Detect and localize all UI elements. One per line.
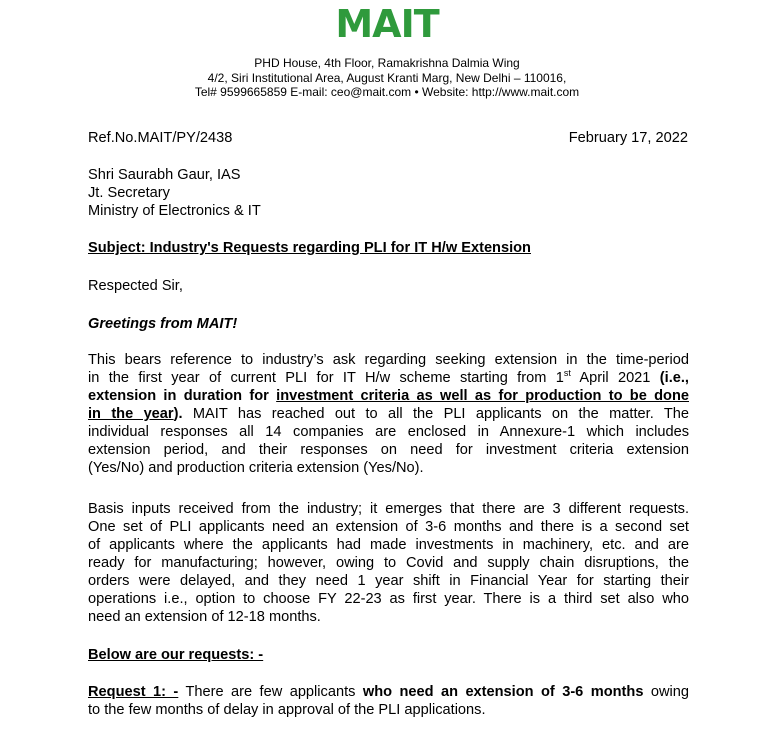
paragraph-1 bbox=[88, 351, 689, 477]
paragraph-2 bbox=[88, 500, 689, 626]
requests-heading bbox=[88, 646, 263, 664]
para2-line: operations i.e., option to choose FY 22-23 as first year. There is a third set also who bbox=[88, 591, 689, 607]
recipient-line: Ministry of Electronics & IT bbox=[88, 203, 261, 219]
para2-line: of applicants where the applicants had made investments in machinery, etc. and are bbox=[88, 537, 689, 553]
letter-date: February 17, 2022 bbox=[568, 130, 688, 146]
para1-line: in the first year of current PLI for IT H/w scheme starting from 1st April 2021 (i.e., bbox=[88, 368, 689, 386]
para2-line: orders were delayed, and they need 1 year shift in Financial Year for starting their bbox=[88, 573, 689, 589]
mait-logo bbox=[0, 2, 774, 46]
recipient-line: Jt. Secretary bbox=[88, 185, 170, 201]
address-line: PHD House, 4th Floor, Ramakrishna Dalmia Wing bbox=[254, 56, 520, 70]
para1-line: (Yes/No) and production criteria extension (Yes/No). bbox=[88, 460, 424, 476]
para1-line: extension in duration for investment criteria as well as for production to be done bbox=[88, 388, 689, 404]
para1-line: individual responses all 14 companies are enclosed in Annexure-1 which includes bbox=[88, 424, 689, 440]
request-1 bbox=[88, 683, 689, 719]
salutation: Respected Sir, bbox=[88, 278, 183, 294]
address-line: 4/2, Siri Institutional Area, August Kranti Marg, New Delhi – 110016, bbox=[207, 70, 567, 85]
request1-line: to the few months of delay in approval of the PLI applications. bbox=[88, 702, 486, 718]
letterhead-address bbox=[0, 56, 774, 100]
para2-line: need an extension of 12-18 months. bbox=[88, 609, 321, 625]
para2-line: One set of PLI applicants need an extension of 3-6 months and there is a second set bbox=[88, 519, 689, 535]
recipient-line: Shri Saurabh Gaur, IAS bbox=[88, 167, 241, 183]
request1-line: Request 1: - There are few applicants who need an extension of 3-6 months owing bbox=[88, 684, 690, 700]
para1-line: in the year). MAIT has reached out to all the PLI applicants on the matter. The bbox=[88, 406, 689, 422]
subject-text: Subject: Industry's Requests regarding PLI for IT H/w Extension bbox=[88, 240, 531, 256]
requests-heading-text: Below are our requests: - bbox=[88, 647, 264, 663]
recipient-block bbox=[88, 166, 261, 220]
greeting bbox=[88, 315, 237, 333]
para2-line: Basis inputs received from the industry; it emerges that there are 3 different requests. bbox=[88, 501, 689, 517]
logo-text: MAIT bbox=[335, 2, 439, 46]
contact-line: Tel# 9599665859 E-mail: ceo@mait.com • Website: http://www.mait.com bbox=[194, 85, 580, 99]
para1-line: This bears reference to industry’s ask regarding seeking extension in the time-period bbox=[88, 352, 689, 368]
request1-label: Request 1: - bbox=[88, 684, 179, 700]
para2-line: ready for manufacturing; however, owing to Covid and supply chain disruptions, the bbox=[88, 555, 689, 571]
para1-line: extension period, and their responses on need for investment criteria extension bbox=[88, 442, 689, 458]
greeting-text: Greetings from MAIT! bbox=[88, 316, 238, 332]
subject-line bbox=[88, 239, 531, 257]
reference-number: Ref.No.MAIT/PY/2438 bbox=[88, 130, 233, 146]
